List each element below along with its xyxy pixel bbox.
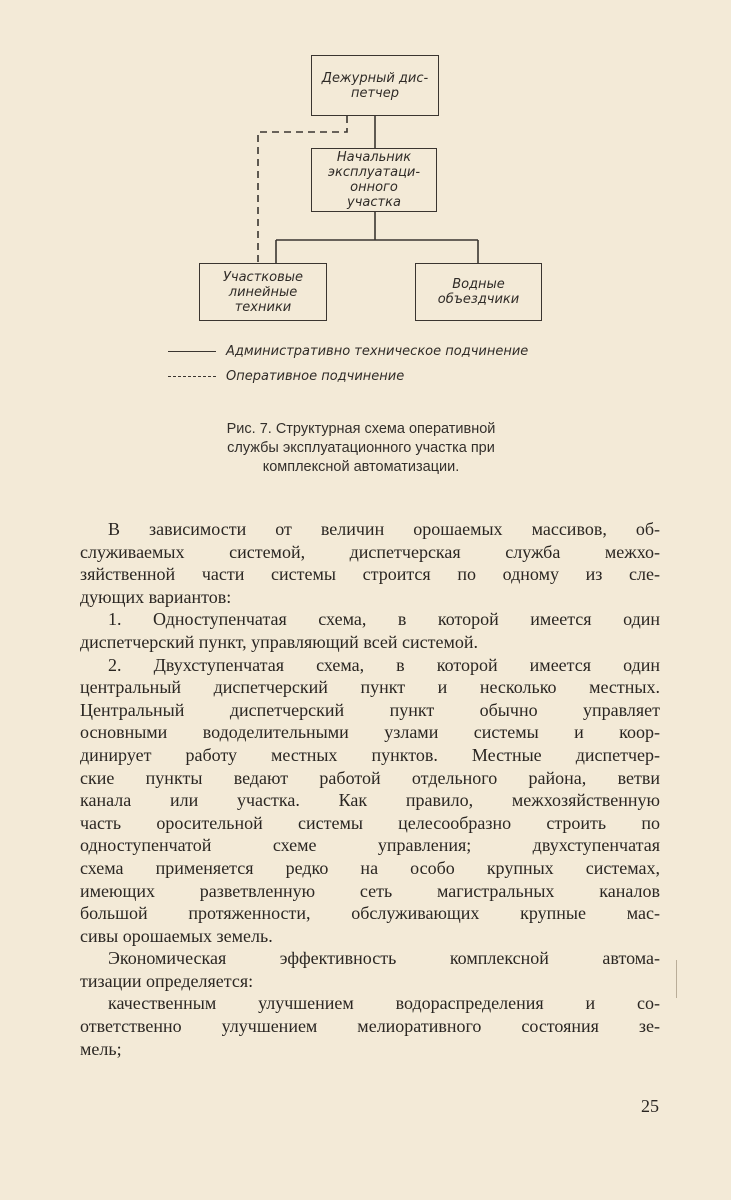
legend-dashed-label: Оперативное подчинение [226,369,405,384]
text-line: дующих вариантов: [80,586,232,607]
text-line: служиваемых системой, диспетчерская служба межхо- [80,541,660,562]
text-line: одноступенчатой схеме управления; двухступенчатая [80,835,660,856]
text-line: сивы орошаемых земель. [80,925,273,946]
box-section-chief: Начальник эксплуатаци- онного участка [311,148,437,212]
legend-dashed-line-sample [168,376,216,377]
page-number: 25 [641,1096,659,1116]
text-line: 1. Одноступенчатая схема, в которой имеется один [108,609,660,630]
caption-line: Рис. 7. Структурная схема оперативной [226,421,496,437]
text-line: зяйственной части системы строится по одному из сле- [80,564,660,585]
text-line: качественным улучшением водораспределения и со- [108,993,660,1014]
box-water-inspectors: Водные объездчики [415,263,542,321]
caption-line: службы эксплуатационного участка при [227,440,495,456]
margin-mark [676,960,677,998]
text-line: динирует работу местных пунктов. Местные диспетчер- [80,744,660,765]
text-line: большой протяженности, обслуживающих крупные мас- [80,903,660,924]
figure-caption [160,420,562,477]
caption-line: комплексной автоматизации. [262,459,460,475]
text-line: диспетчерский пункт, управляющий всей системой. [80,631,479,652]
text-line: ответственно улучшением мелиоративного состояния зе- [80,1016,660,1037]
text-line: мель; [80,1038,122,1059]
text-line: часть оросительной системы целесообразно строить по [80,812,660,833]
text-line: имеющих разветвленную сеть магистральных каналов [80,880,660,901]
text-line: канала или участка. Как правило, межхозяйственную [80,790,660,811]
legend-solid-line-sample [168,351,216,352]
box-duty-dispatcher: Дежурный дис- петчер [311,55,439,116]
text-line: тизации определяется: [80,970,254,991]
text-line: схема применяется редко на особо крупных системах, [80,857,660,878]
text-line: В зависимости от величин орошаемых массивов, об- [108,519,660,539]
text-line: Центральный диспетчерский пункт обычно управляет [80,699,660,720]
text-line: основными вододелительными узлами системы и коор- [80,722,660,743]
legend-solid-label: Административно техническое подчинение [226,344,529,359]
legend-dashed [168,369,404,384]
text-line: центральный диспетчерский пункт и несколько местных. [80,677,660,698]
text-line: 2. Двухступенчатая схема, в которой имеется один [108,654,660,675]
box-line-technicians: Участковые линейные техники [199,263,327,321]
text-line: Экономическая эффективность комплексной автома- [108,948,660,969]
legend-solid [168,344,528,359]
body-text [80,518,660,1060]
text-line: ские пункты ведают работой отдельного района, ветви [80,767,660,788]
